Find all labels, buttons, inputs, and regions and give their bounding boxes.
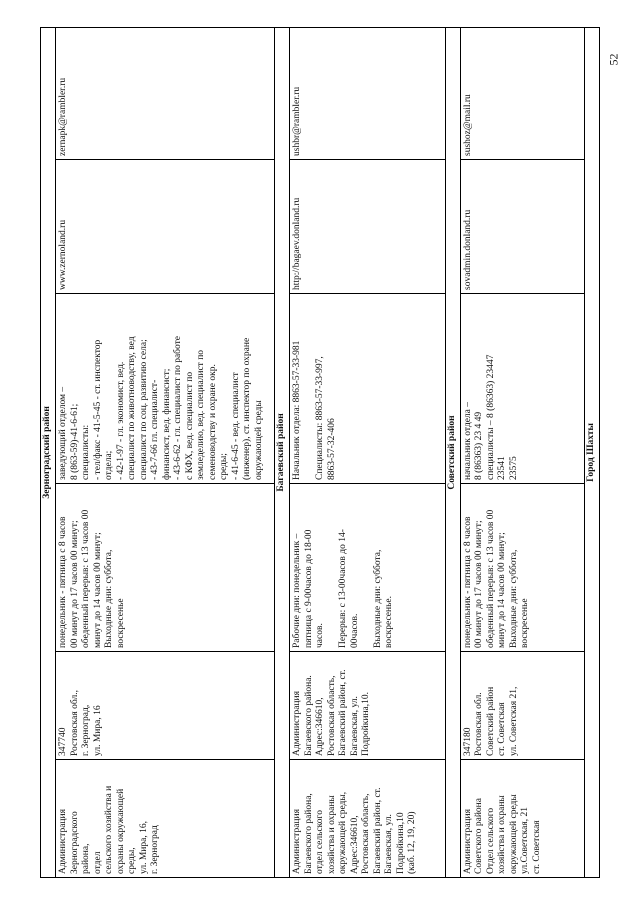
section-title-bagaevsky: Багаевский район: [275, 27, 290, 877]
section-header-row: [41, 27, 56, 877]
cell-hours: понедельник - пятница с 8 часов 00 минут до 17 часов 00 минут; обеденный перерыв: с 13 часов 00 минут до 14 часов 00 минут; Выходные дни: суббота, воскресенье: [56, 483, 275, 651]
cell-website[interactable]: sovadmin.donland.ru: [460, 159, 584, 293]
section-title-sovetsky: Советский район: [445, 27, 460, 877]
cell-hours: Рабочие дни: понедельник – пятница с 9-00часов до 18-00 часов. Перерыв: с 13-00часов до 14- 00часов. Выходные дни: суббота, воскресенье.: [290, 483, 445, 651]
cell-website[interactable]: www.zernoland.ru: [56, 159, 275, 293]
cell-phones: заведующий отделом – 8 (863-59)-41-6-61; специалисты: - тел/факс - 41-5-45 - ст. инспектор отдела; - 42-1-97 - гл. экономист, вед. специалист по животноводству, вед специалист по соц. развитию села; - 43-7-66 гл. специалист- финансист, вед. финансист; - 43-6-62 - гл. специалист по работе с КФХ, вед. специалист по земледелию, вед. специалист по семеноводству и охране окр. среды; - 41-6-45 - вед. специалист (инженер), ст. инспектор по охране окружающей среды: [56, 293, 275, 483]
table-row: [290, 27, 445, 877]
cell-email[interactable]: zernapk@rambler.ru: [56, 27, 275, 159]
table-row: [56, 27, 275, 877]
section-header-row: [584, 27, 599, 877]
section-title-shakhty: Город Шахты: [584, 27, 599, 877]
section-header-row: [275, 27, 290, 877]
cell-name: Администрация Багаевского района, отдел сельского хозяйства и охраны окружающей среды, Адрес:346610, Ростовская область, Багаевский район, ст. Багаевская, ул. Подройкина,10 (каб. 12, 19, 20): [290, 759, 445, 877]
cell-address: 347180 Ростовская обл. Советский район ст. Советская ул. Советская 21,: [460, 651, 584, 759]
rotated-table-container: [40, 28, 600, 878]
cell-website[interactable]: http://bagaev.donland.ru: [290, 159, 445, 293]
cell-address: Администрация Багаевского района. Адрес:346610, Ростовская область, Багаевский район, ст. Багаевская, ул. Подройкина,10.: [290, 651, 445, 759]
cell-name: Администрация Зерноградского района, отдел сельского хозяйства и охраны окружающей среды, ул. Мира, 16, г. Зерноград: [56, 759, 275, 877]
contacts-table: [40, 26, 600, 877]
cell-phones: Начальник отдела: 8863-57-33-981 Специалисты: 8863-57-33-997, 8863-57-32-406: [290, 293, 445, 483]
cell-name: Администрация Советского района Отдел сельского хозяйства и охраны окружающей среды ул.Советская, 21 ст. Советская: [460, 759, 584, 877]
cell-hours: понедельник - пятница с 8 часов 00 минут до 17 часов 00 минут; обеденный перерыв: с 13 часов 00 минут до 14 часов 00 минут; Выходные дни: суббота, воскресенье: [460, 483, 584, 651]
cell-phones: начальник отдела – 8 (86363) 23 4 49 специалисты – 8 (86363) 23447 23541 23575: [460, 293, 584, 483]
cell-address: 347740 Ростовская обл., г. Зерноград, ул. Мира, 16: [56, 651, 275, 759]
cell-email[interactable]: ushbr@rambler.ru: [290, 27, 445, 159]
section-title-zernograd: Зерноградский район: [41, 27, 56, 877]
table-row: [460, 27, 584, 877]
cell-email[interactable]: sushoz@mail.ru: [460, 27, 584, 159]
page-number: 52: [606, 53, 621, 66]
section-header-row: [445, 27, 460, 877]
